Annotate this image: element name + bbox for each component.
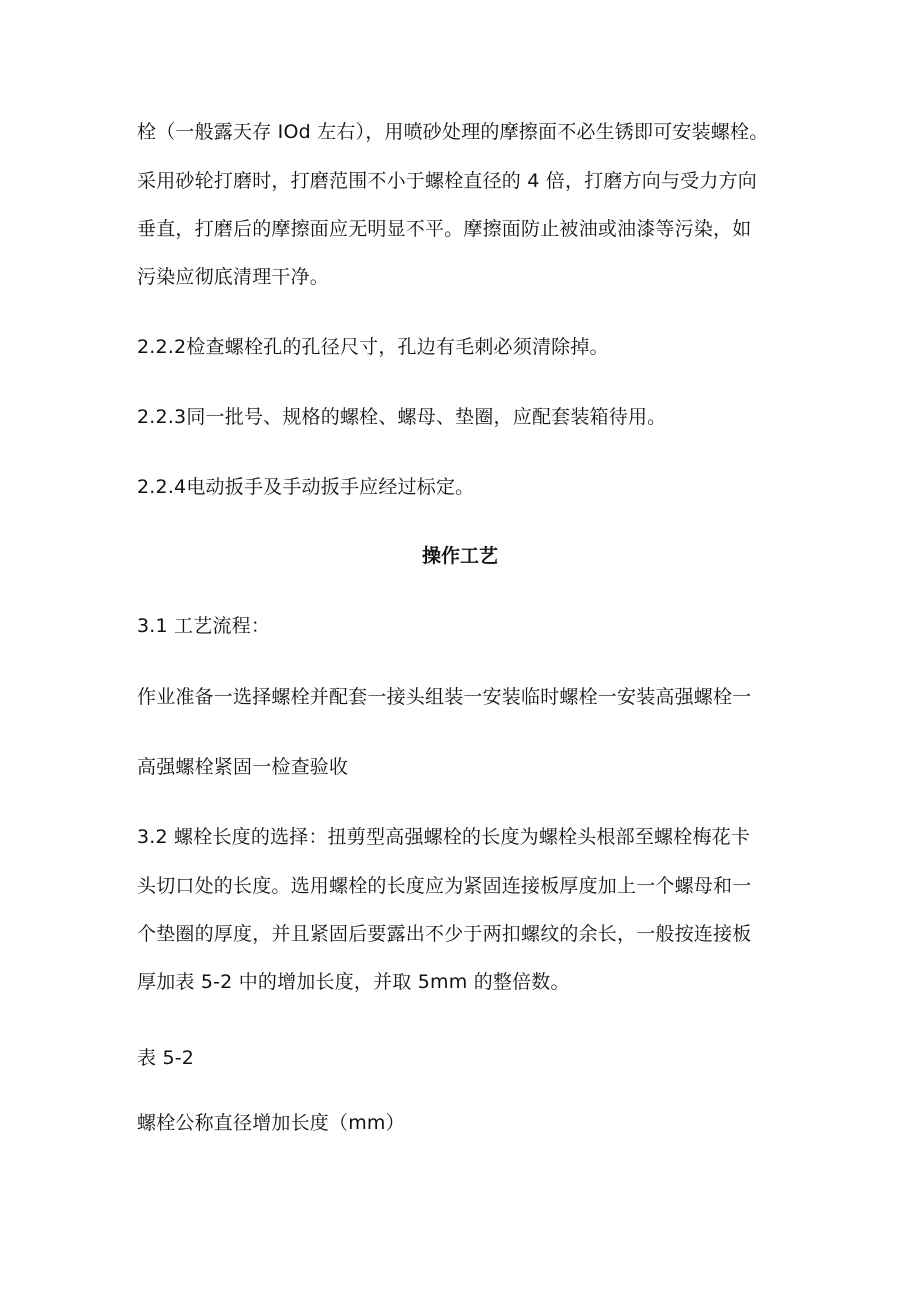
item-3-2-line: 厚加表 5-2 中的增加长度，并取 5mm 的整倍数。	[137, 971, 570, 993]
item-2-2-2: 2.2.2检查螺栓孔的孔径尺寸，孔边有毛刺必须清除掉。	[137, 336, 609, 358]
paragraph-line: 污染应彻底清理干净。	[137, 266, 330, 288]
table-label: 表 5-2	[137, 1047, 195, 1069]
item-3-2-line: 头切口处的长度。选用螺栓的长度应为紧固连接板厚度加上一个螺母和一	[137, 875, 752, 897]
paragraph-line: 垂直，打磨后的摩擦面应无明显不平。摩擦面防止被油或油漆等污染，如	[137, 218, 752, 240]
table-header: 螺栓公称直径增加长度（mm）	[137, 1112, 405, 1134]
process-flow-line: 作业准备一选择螺栓并配套一接头组装一安装临时螺栓一安装高强螺栓一	[137, 686, 752, 708]
section-heading: 操作工艺	[421, 545, 498, 567]
process-flow-line: 高强螺栓紧固一检查验收	[137, 756, 349, 778]
item-2-2-4: 2.2.4电动扳手及手动扳手应经过标定。	[137, 476, 475, 498]
item-3-1: 3.1 工艺流程：	[137, 615, 271, 637]
paragraph-line: 栓（一般露天存 IOd 左右），用喷砂处理的摩擦面不必生锈即可安装螺栓。	[137, 121, 769, 143]
item-3-2-line: 3.2 螺栓长度的选择：扭剪型高强螺栓的长度为螺栓头根部至螺栓梅花卡	[137, 826, 751, 848]
item-3-2-line: 个垫圈的厚度，并且紧固后要露出不少于两扣螺纹的余长，一般按连接板	[137, 923, 752, 945]
item-2-2-3: 2.2.3同一批号、规格的螺栓、螺母、垫圈，应配套装箱待用。	[137, 406, 667, 428]
paragraph-line: 采用砂轮打磨时，打磨范围不小于螺栓直径的 4 倍，打磨方向与受力方向	[137, 170, 757, 192]
